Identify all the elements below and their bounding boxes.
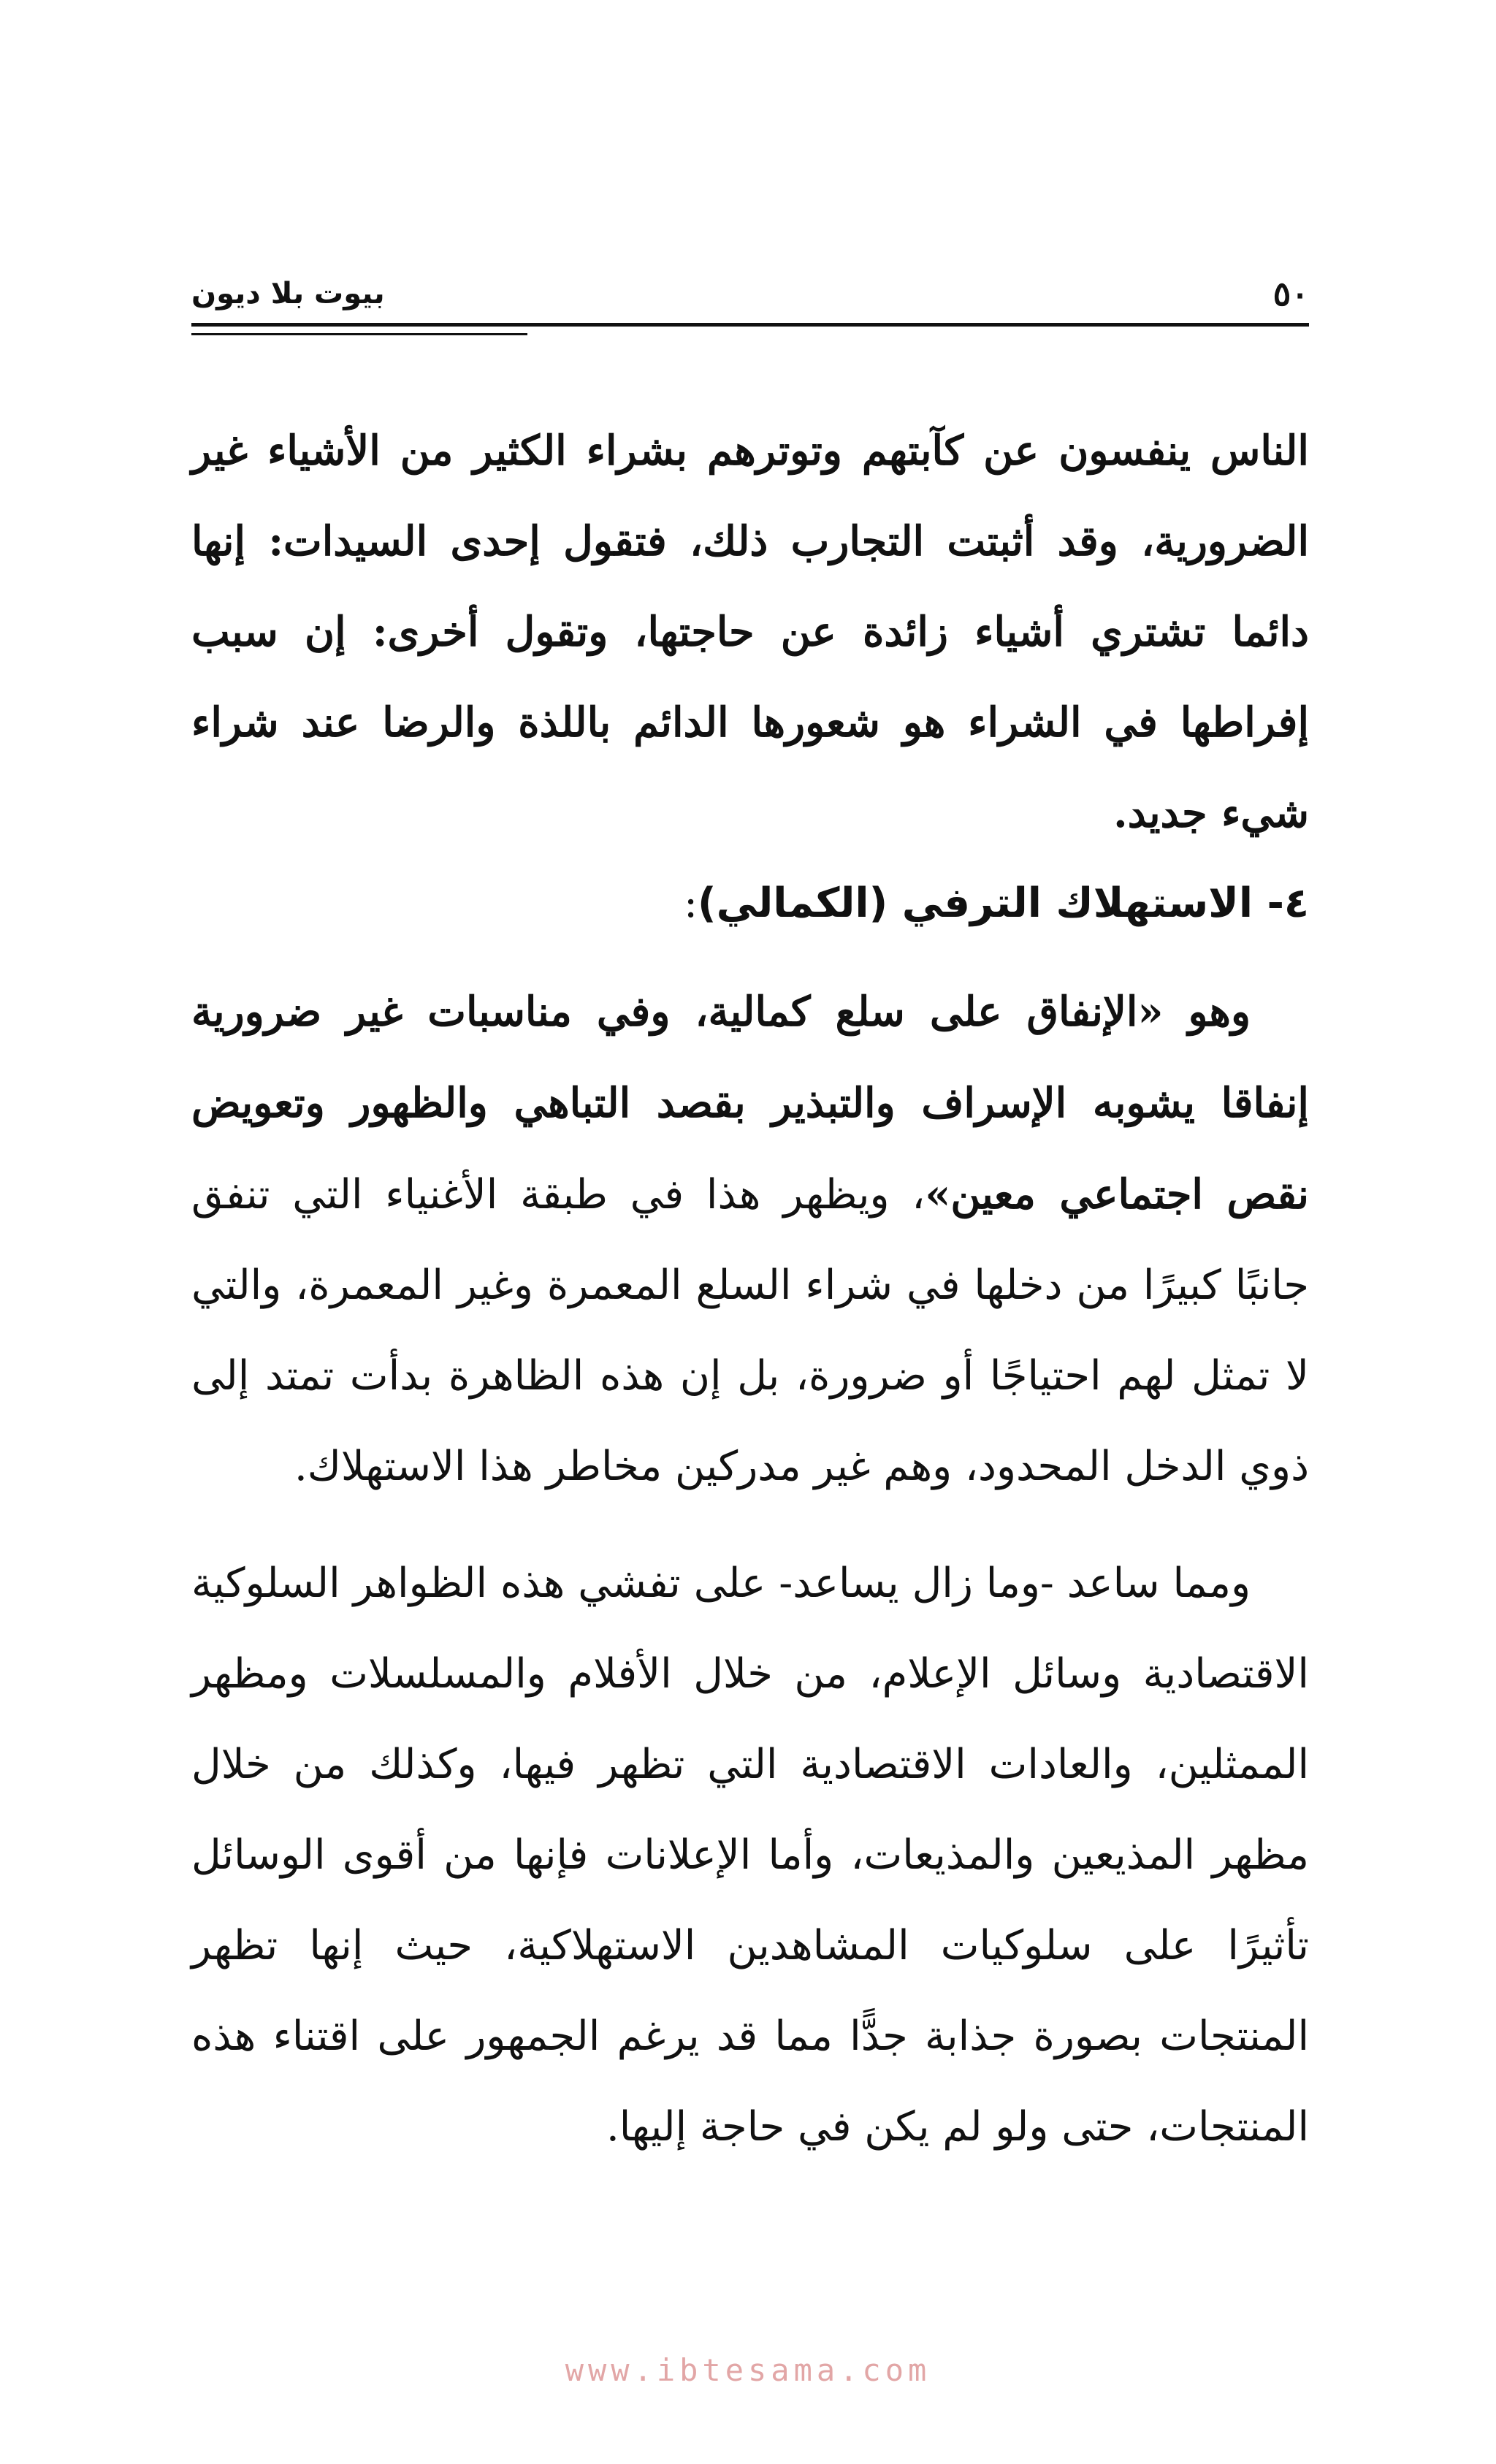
header-rule <box>191 323 1309 327</box>
running-header <box>191 272 1309 316</box>
paragraph-2 <box>191 966 1309 1512</box>
body-text <box>191 405 1309 2173</box>
paragraph-1: الناس ينفسون عن كآبتهم وتوترهم بشراء الكثير من الأشياء غير الضرورية، وقد أثبتت التجارب ذلك، فتقول إحدى السيدات: إنها دائما تشتري أشياء زائدة عن حاجتها، وتقول أخرى: إن سبب إفراطها في الشراء هو شعورها الدائم باللذة والرضا عند شراء شيء جديد. <box>191 427 1309 837</box>
section-heading-colon: : <box>684 880 698 927</box>
book-title: بيوت بلا ديون <box>191 277 385 310</box>
paragraph-3: ومما ساعد -وما زال يساعد- على تفشي هذه الظواهر السلوكية الاقتصادية وسائل الإعلام، من خلال الأفلام والمسلسلات ومظهر الممثلين، والعادات الاقتصادية التي تظهر فيها، وكذلك من خلال مظهر المذيعين والمذيعات، وأما الإعلانات فإنها من أقوى الوسائل تأثيرًا على سلوكيات المشاهدين الاستهلاكية، حيث إنها تظهر المنتجات بصورة جذابة جدًّا مما قد يرغم الجمهور على اقتناء هذه المنتجات، حتى ولو لم يكن في حاجة إليها. <box>191 1560 1309 2151</box>
section-heading <box>191 858 1309 949</box>
paragraph-2-rest: ، ويظهر هذا في طبقة الأغنياء التي تنفق جانبًا كبيرًا من دخلها في شراء السلع المعمرة وغير المعمرة، والتي لا تمثل لهم احتياجًا أو ضرورة، بل إن هذه الظاهرة بدأت تمتد إلى ذوي الدخل المحدود، وهم غير مدركين مخاطر هذا الاستهلاك. <box>191 1171 1309 1490</box>
watermark: www.ibtesama.com <box>565 2352 931 2388</box>
page-number: ٥٠ <box>1272 274 1309 313</box>
header-rule-secondary <box>191 333 527 335</box>
section-heading-title: ٤- الاستهلاك الترفي (الكمالي) <box>697 880 1309 927</box>
paragraph-2-quote: وهو «الإنفاق على سلع كمالية، وفي مناسبات غير ضرورية إنفاقا يشوبه الإسراف والتبذير بقصد التباهي والظهور وتعويض نقص اجتماعي معين» <box>191 988 1310 1218</box>
